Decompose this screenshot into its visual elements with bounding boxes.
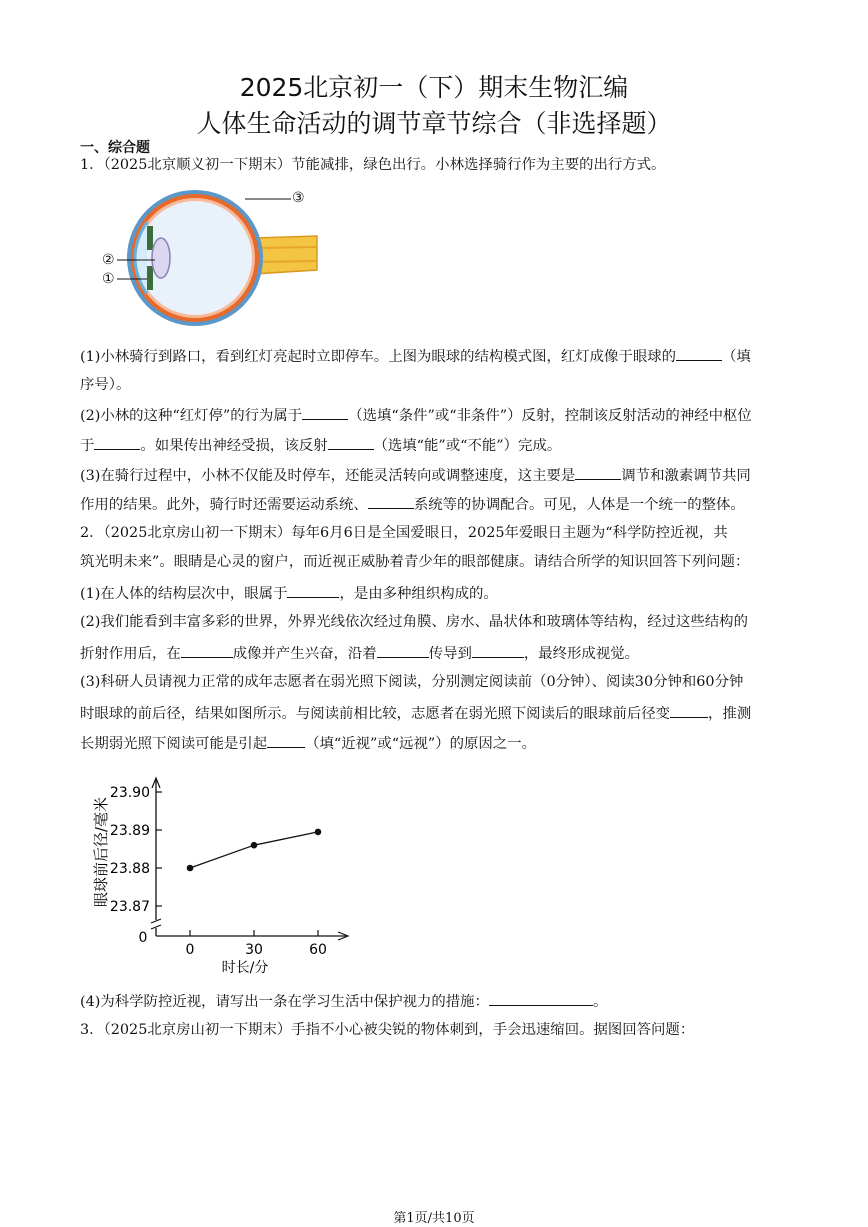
- eye-label-3: ③: [292, 190, 305, 206]
- q1-part2-line1: (2)小林的这种“红灯停”的行为属于 （选填“条件”或“非条件”）反射，控制该反射活动的神经中枢位: [80, 405, 795, 425]
- q1-part3-line1: (3)在骑行过程中，小林不仅能及时停车，还能灵活转向或调整速度，这主要是 调节和激素调节共同: [80, 465, 795, 485]
- answer-blank[interactable]: [472, 643, 524, 658]
- chart-data-point: [251, 842, 258, 849]
- eye-label-2: ②: [102, 252, 115, 268]
- chart-y-tick-label: 23.89: [109, 823, 150, 839]
- answer-blank[interactable]: [181, 643, 233, 658]
- page-title: 2025北京初一（下）期末生物汇编: [239, 73, 629, 102]
- eye-label-1: ①: [102, 271, 115, 287]
- answer-blank[interactable]: [287, 583, 339, 598]
- chart-xlabel: 时长/分: [221, 960, 269, 976]
- chart-data-point: [187, 865, 194, 872]
- q2-part2-line1: (2)我们能看到丰富多彩的世界，外界光线依次经过角膜、房水、晶状体和玻璃体等结构，经过这些结构的: [80, 614, 748, 630]
- chart-ylabel: 眼球前后径/毫米: [92, 796, 110, 908]
- answer-blank[interactable]: [377, 643, 429, 658]
- answer-blank[interactable]: [489, 991, 593, 1006]
- chart-y-tick-label: 23.88: [109, 861, 150, 877]
- q2-part3-line3: 长期弱光照下阅读可能是引起 （填“近视”或“远视”）的原因之一。: [80, 733, 795, 753]
- chart-axis-break: [151, 919, 161, 929]
- answer-blank[interactable]: [575, 465, 621, 480]
- chart-data-point: [315, 829, 322, 836]
- eye-diagram: [95, 182, 325, 330]
- q2-stem-line2: 筑光明未来”。眼睛是心灵的窗户，而近视正威胁着青少年的眼部健康。请结合所学的知识回答下列问题：: [80, 554, 750, 570]
- q2-part2-line2: 折射作用后，在 成像并产生兴奋，沿着 传导到 ，最终形成视觉。: [80, 643, 795, 663]
- chart-x-tick-label: 0: [185, 942, 195, 958]
- q2-part3-line1: (3)科研人员请视力正常的成年志愿者在弱光照下阅读，分别测定阅读前（0分钟）、阅读30分钟和60分钟: [80, 674, 744, 690]
- q2-part4: (4)为科学防控近视，请写出一条在学习生活中保护视力的措施： 。: [80, 991, 795, 1011]
- answer-blank[interactable]: [676, 346, 722, 361]
- answer-blank[interactable]: [328, 435, 374, 450]
- chart-x-tick-label: 60: [309, 942, 327, 958]
- q2-part1: (1)在人体的结构层次中，眼属于 ，是由多种组织构成的。: [80, 583, 795, 603]
- q3-stem: 3．（2025北京房山初一下期末）手指不小心被尖锐的物体刺到，手会迅速缩回。据图回答问题：: [80, 1022, 695, 1038]
- section-heading: 一、综合题: [80, 140, 150, 156]
- answer-blank[interactable]: [302, 405, 348, 420]
- answer-blank[interactable]: [267, 733, 305, 748]
- answer-blank[interactable]: [368, 494, 414, 509]
- q1-part1-line1: (1)小林骑行到路口，看到红灯亮起时立即停车。上图为眼球的结构模式图，红灯成像于眼球的 （填: [80, 346, 795, 366]
- chart-x-tick-label: 30: [245, 942, 263, 958]
- chart-origin-label: 0: [138, 930, 148, 946]
- eye-length-chart: [88, 770, 358, 980]
- chart-series-line: [190, 832, 318, 868]
- q2-part3-line2: 时眼球的前后径，结果如图所示。与阅读前相比较，志愿者在弱光照下阅读后的眼球前后径变 ，推测: [80, 703, 795, 723]
- page-subtitle: 人体生命活动的调节章节综合（非选择题）: [196, 109, 672, 138]
- answer-blank[interactable]: [94, 435, 140, 450]
- q1-stem: 1．（2025北京顺义初一下期末）节能减排，绿色出行。小林选择骑行作为主要的出行方式。: [80, 157, 666, 173]
- page-footer: 第1页/共10页: [393, 1211, 475, 1226]
- q1-part1-line2: 序号）。: [80, 377, 131, 393]
- q1-part3-line2: 作用的结果。此外，骑行时还需要运动系统、 系统等的协调配合。可见，人体是一个统一的整体。: [80, 494, 795, 514]
- q1-part2-line2: 于 。如果传出神经受损，该反射 （选填“能”或“不能”）完成。: [80, 435, 795, 455]
- chart-y-tick-label: 23.90: [109, 785, 150, 801]
- chart-y-tick-label: 23.87: [109, 899, 150, 915]
- q2-stem-line1: 2．（2025北京房山初一下期末）每年6月6日是全国爱眼日，2025年爱眼日主题为“科学防控近视，共: [80, 525, 728, 541]
- answer-blank[interactable]: [670, 703, 708, 718]
